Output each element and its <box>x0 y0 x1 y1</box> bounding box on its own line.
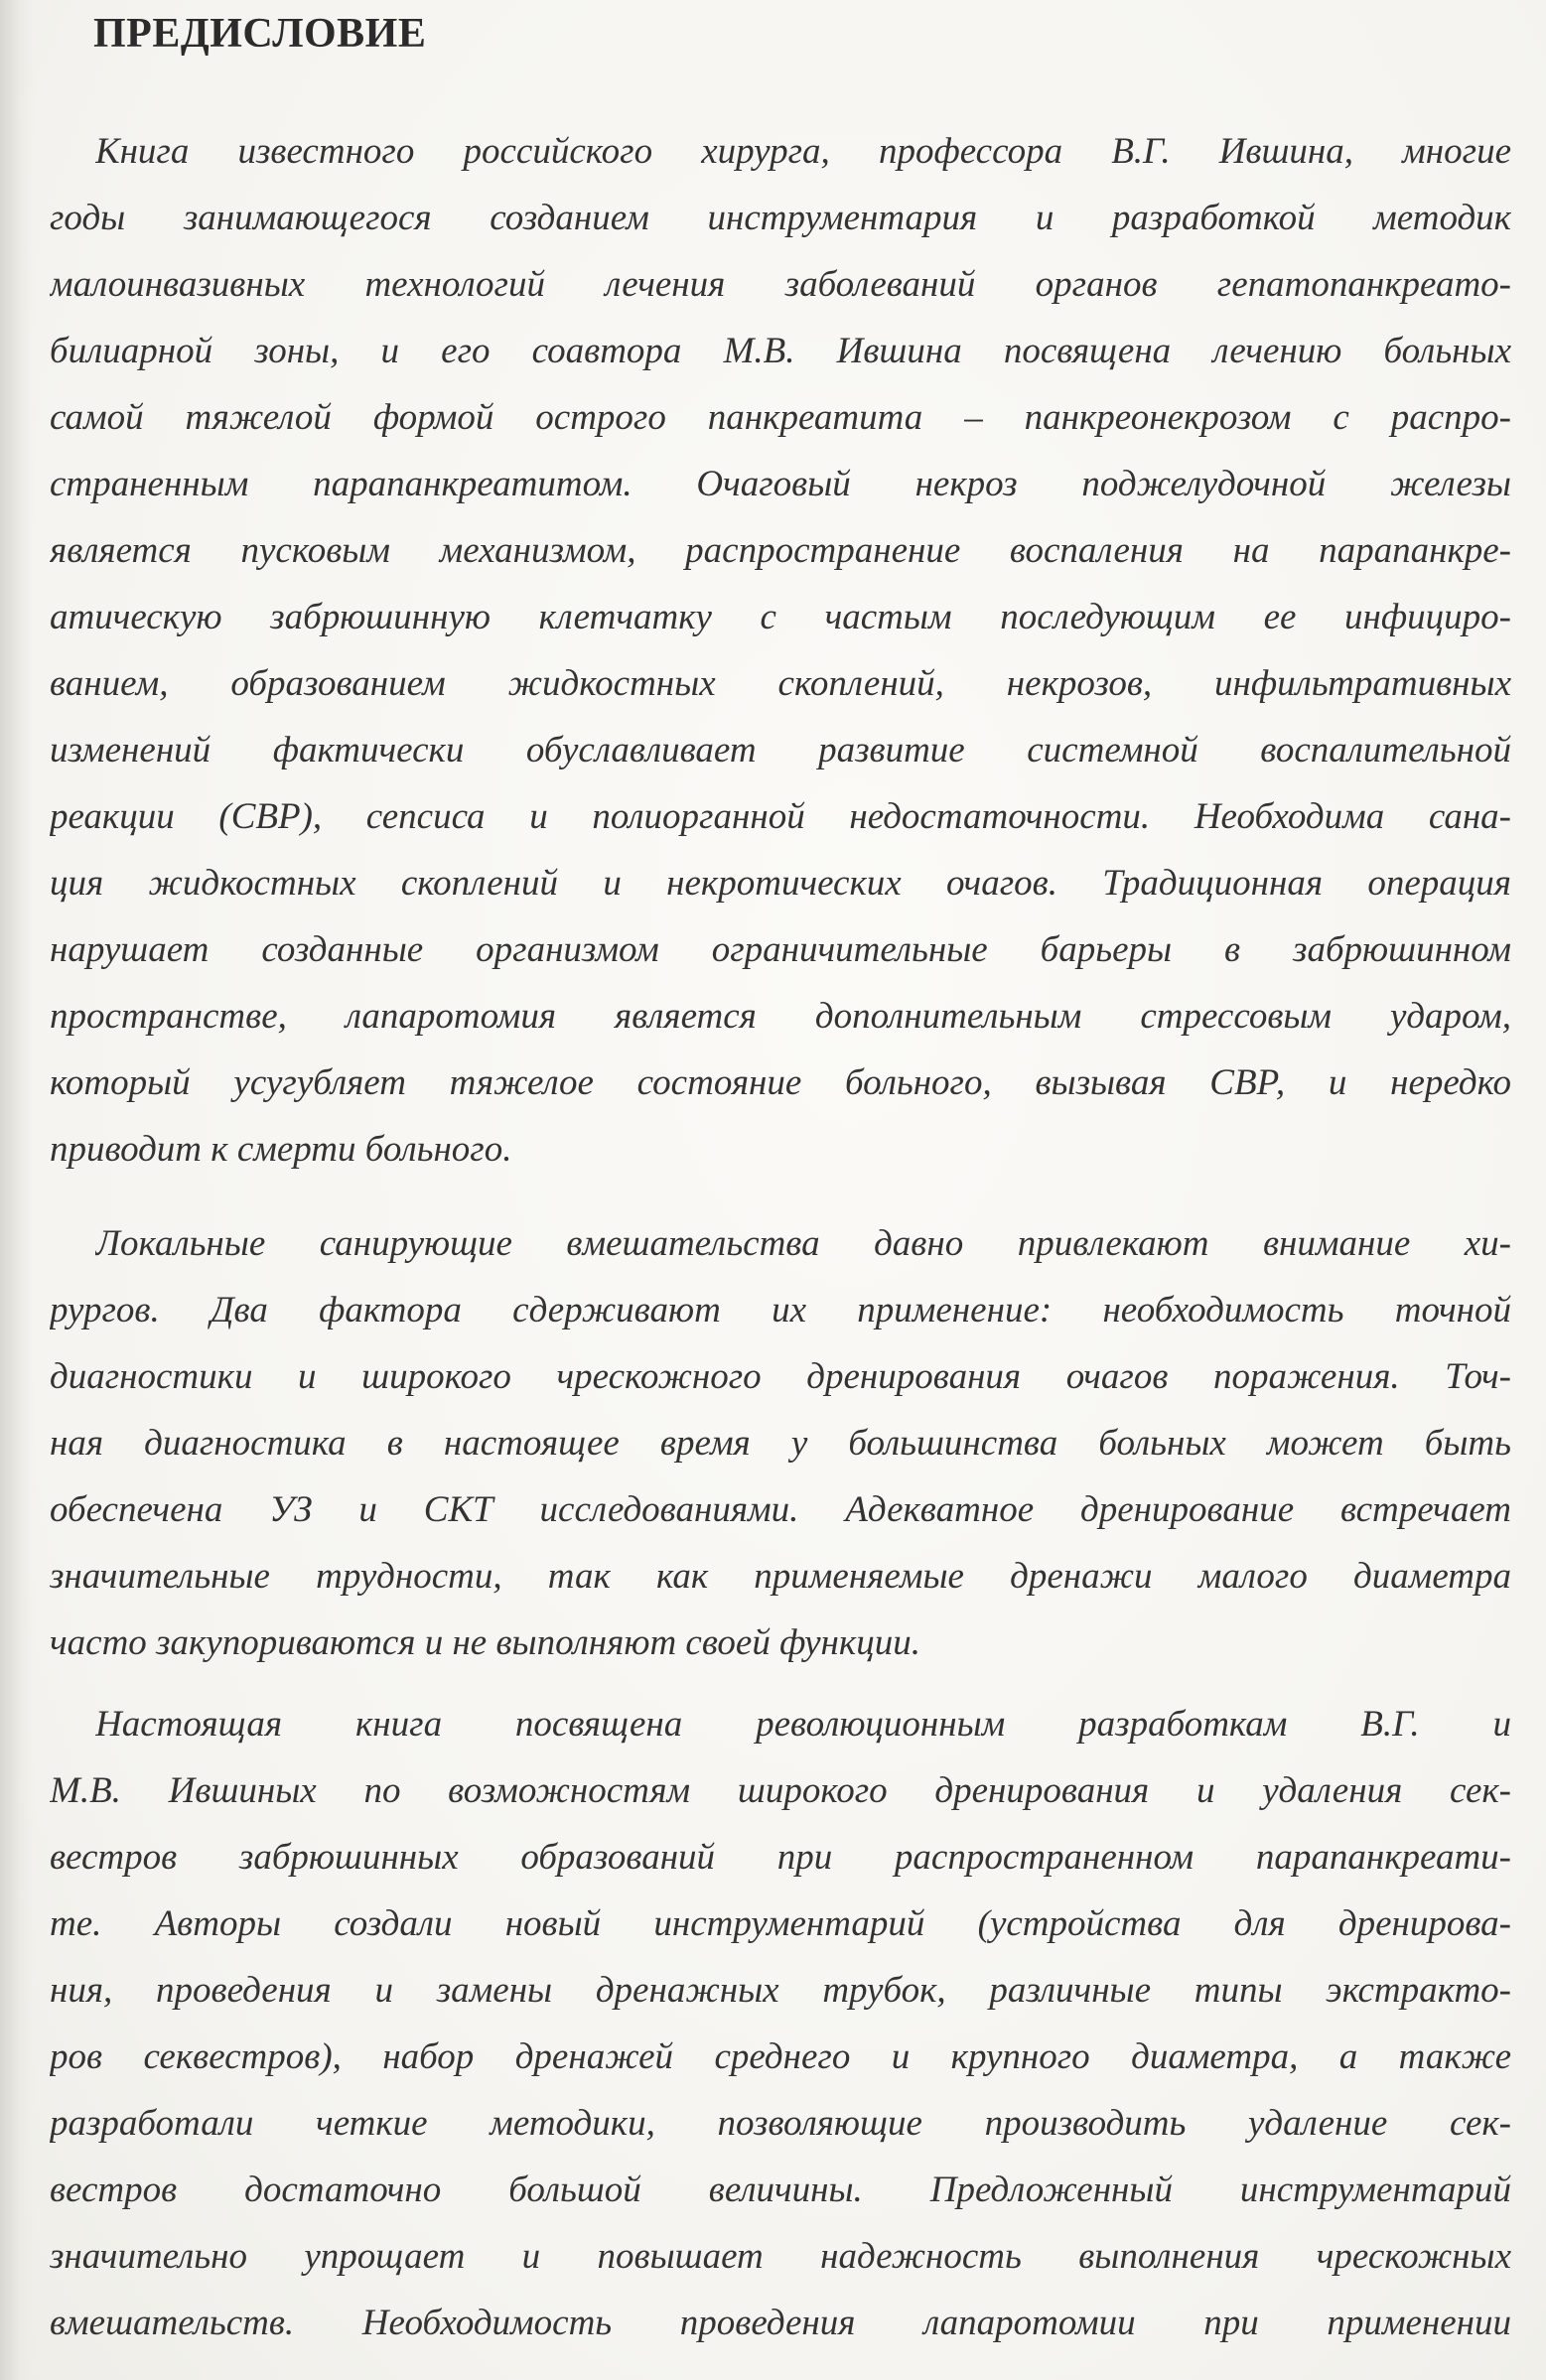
scan-edge-shadow <box>0 0 34 2380</box>
paragraph-2-line-1: Локальные санирующие вмешательства давно привлекают внимание хи- <box>95 1223 1511 1264</box>
paragraph-2-line-5: обеспечена УЗ и СКТ исследованиями. Адекватное дренирование встречает <box>50 1489 1511 1530</box>
paragraph-1-line-12: ция жидкостных скоплений и некротических очагов. Традиционная операция <box>50 863 1511 904</box>
paragraph-2-line-3: диагностики и широкого чрескожного дренирования очагов поражения. Точ- <box>50 1356 1511 1397</box>
paragraph-1-line-5: самой тяжелой формой острого панкреатита – панкреонекрозом с распро- <box>50 397 1511 438</box>
paragraph-1-line-3: малоинвазивных технологий лечения заболеваний органов гепатопанкреато- <box>50 264 1511 305</box>
paragraph-1-line-1: Книга известного российского хирурга, профессора В.Г. Ившина, многие <box>95 131 1511 172</box>
body-text <box>50 0 1511 2380</box>
paragraph-2-line-2: рургов. Два фактора сдерживают их применение: необходимость точной <box>50 1290 1511 1330</box>
paragraph-1-line-15: который усугубляет тяжелое состояние больного, вызывая СВР, и нередко <box>50 1062 1511 1103</box>
section-heading: ПРЕДИСЛОВИЕ <box>93 11 427 57</box>
paragraph-2-line-7: часто закупориваются и не выполняют своей функции. <box>50 1622 920 1663</box>
paragraph-2-line-4: ная диагностика в настоящее время у большинства больных может быть <box>50 1423 1511 1464</box>
paragraph-1-line-16: приводит к смерти больного. <box>50 1129 512 1170</box>
paragraph-3-line-1: Настоящая книга посвящена революционным разработкам В.Г. и <box>95 1704 1511 1745</box>
paragraph-3-line-4: те. Авторы создали новый инструментарий (устройства для дренирова- <box>50 1903 1511 1944</box>
paragraph-3-line-9: значительно упрощает и повышает надежность выполнения чрескожных <box>50 2236 1511 2277</box>
paragraph-1-line-13: нарушает созданные организмом ограничительные барьеры в забрюшинном <box>50 929 1511 970</box>
paragraph-3-line-6: ров секвестров), набор дренажей среднего и крупного диаметра, а также <box>50 2036 1511 2077</box>
paragraph-1-line-11: реакции (СВР), сепсиса и полиорганной недостаточности. Необходима сана- <box>50 796 1511 837</box>
paragraph-1-line-4: билиарной зоны, и его соавтора М.В. Ившина посвящена лечению больных <box>50 331 1511 371</box>
paragraph-1-line-10: изменений фактически обуславливает развитие системной воспалительной <box>50 730 1511 770</box>
paragraph-3-line-8: вестров достаточно большой величины. Предложенный инструментарий <box>50 2170 1511 2210</box>
paragraph-3-line-5: ния, проведения и замены дренажных трубок, различные типы экстракто- <box>50 1970 1511 2011</box>
paragraph-1-line-2: годы занимающегося созданием инструментария и разработкой методик <box>50 198 1511 238</box>
paragraph-3-line-7: разработали четкие методики, позволяющие производить удаление сек- <box>50 2103 1511 2144</box>
paragraph-1-line-9: ванием, образованием жидкостных скоплений, некрозов, инфильтративных <box>50 663 1511 704</box>
paragraph-1-line-14: пространстве, лапаротомия является дополнительным стрессовым ударом, <box>50 996 1511 1037</box>
paragraph-3-line-10: вмешательств. Необходимость проведения лапаротомии при применении <box>50 2303 1511 2343</box>
paragraph-3-line-3: вестров забрюшинных образований при распространенном парапанкреати- <box>50 1837 1511 1878</box>
paragraph-3-line-2: М.В. Ившиных по возможностям широкого дренирования и удаления сек- <box>50 1770 1511 1811</box>
paragraph-1-line-6: страненным парапанкреатитом. Очаговый некроз поджелудочной железы <box>50 464 1511 504</box>
paragraph-2-line-6: значительные трудности, так как применяемые дренажи малого диаметра <box>50 1556 1511 1597</box>
paragraph-1-line-7: является пусковым механизмом, распространение воспаления на парапанкре- <box>50 530 1511 571</box>
paragraph-1-line-8: атическую забрюшинную клетчатку с частым последующим ее инфициро- <box>50 597 1511 637</box>
